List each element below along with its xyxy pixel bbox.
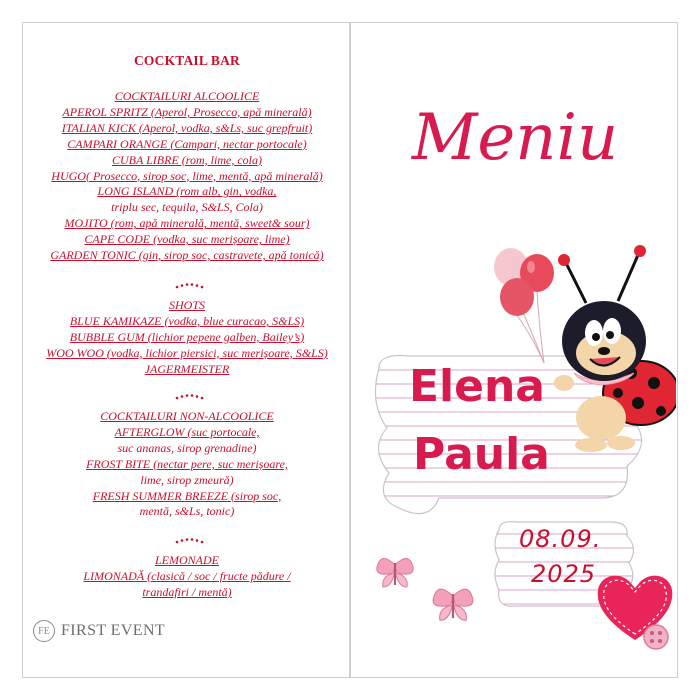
menu-left-panel (22, 22, 350, 678)
section-lemonade (23, 553, 351, 601)
menu-item-continuation: lime, sirop zmeură) (140, 472, 234, 487)
menu-right-panel (350, 22, 678, 678)
menu-item: CUBA LIBRE (rom, lime, cola) (112, 152, 262, 167)
child-first-name: Elena (409, 361, 545, 412)
section-shots (23, 298, 351, 378)
menu-item: APEROL SPRITZ (Aperol, Prosecco, apă minerală) (62, 104, 312, 119)
menu-item: FROST BITE (nectar pere, suc merișoare, (86, 456, 288, 471)
dots-divider-icon (174, 280, 204, 290)
first-event-logo (33, 620, 165, 642)
cocktail-bar-title: COCKTAIL BAR (133, 53, 241, 68)
menu-item: AFTERGLOW (suc portocale, (114, 424, 260, 439)
menu-item: JAGERMEISTER (144, 361, 230, 376)
section-heading: COCKTAILURI ALCOOLICE (114, 89, 260, 103)
butterfly-icon (373, 553, 417, 593)
menu-item: trandafiri / mentă) (142, 584, 232, 599)
section-heading: COCKTAILURI NON-ALCOOLICE (100, 409, 274, 423)
menu-item: MOJITO (rom, apă minerală, mentă, sweet& sour) (64, 216, 310, 231)
dots-divider-icon (174, 391, 204, 401)
section-heading: SHOTS (168, 298, 205, 312)
menu-item: HUGO( Prosecco, sirop soc, lime, mentă, apă minerală) (51, 168, 323, 183)
event-date-line2: 2025 (531, 560, 597, 588)
menu-item: ITALIAN KICK (Aperol, vodka, s&Ls, suc grepfruit) (61, 120, 313, 135)
menu-item: BUBBLE GUM (lichior pepene galben, Bailey’s) (69, 329, 305, 344)
logo-mark-icon: FE (33, 620, 55, 642)
menu-item: BLUE KAMIKAZE (vodka, blue curacao, S&LS) (69, 313, 305, 328)
menu-item-continuation: suc ananas, sirop grenadine) (117, 440, 257, 455)
menu-item: CAMPARI ORANGE (Campari, nectar portocale) (67, 136, 307, 151)
button-icon (642, 623, 670, 651)
menu-item: LIMONADĂ (clasică / soc / fructe pădure / (83, 568, 291, 583)
child-second-name: Paula (413, 429, 550, 480)
menu-item: GARDEN TONIC (gin, sirop soc, castravete, apă tonică) (50, 248, 324, 263)
menu-title: Meniu (411, 101, 619, 175)
menu-item: WOO WOO (vodka, lichior piersici, suc merișoare, S&LS) (46, 345, 328, 360)
menu-item: FRESH SUMMER BREEZE (sirop soc, (92, 488, 282, 503)
event-date-line1: 08.09. (519, 525, 602, 553)
menu-item-continuation: mentă, s&Ls, tonic) (139, 504, 235, 519)
ladybug-illustration (546, 233, 676, 453)
menu-item: CAPE CODE (vodka, suc merișoare, lime) (84, 232, 290, 247)
butterfly-icon (429, 583, 477, 627)
section-cocktails-non-alcoholic (23, 409, 351, 520)
section-heading: LEMONADE (155, 553, 219, 567)
logo-text: FIRST EVENT (61, 622, 166, 639)
menu-item: LONG ISLAND (rom alb, gin, vodka, (97, 184, 277, 199)
menu-item-continuation: triplu sec, tequila, S&LS, Cola) (111, 200, 263, 215)
section-cocktails-alcoholic (23, 89, 351, 264)
dots-divider-icon (174, 535, 204, 545)
